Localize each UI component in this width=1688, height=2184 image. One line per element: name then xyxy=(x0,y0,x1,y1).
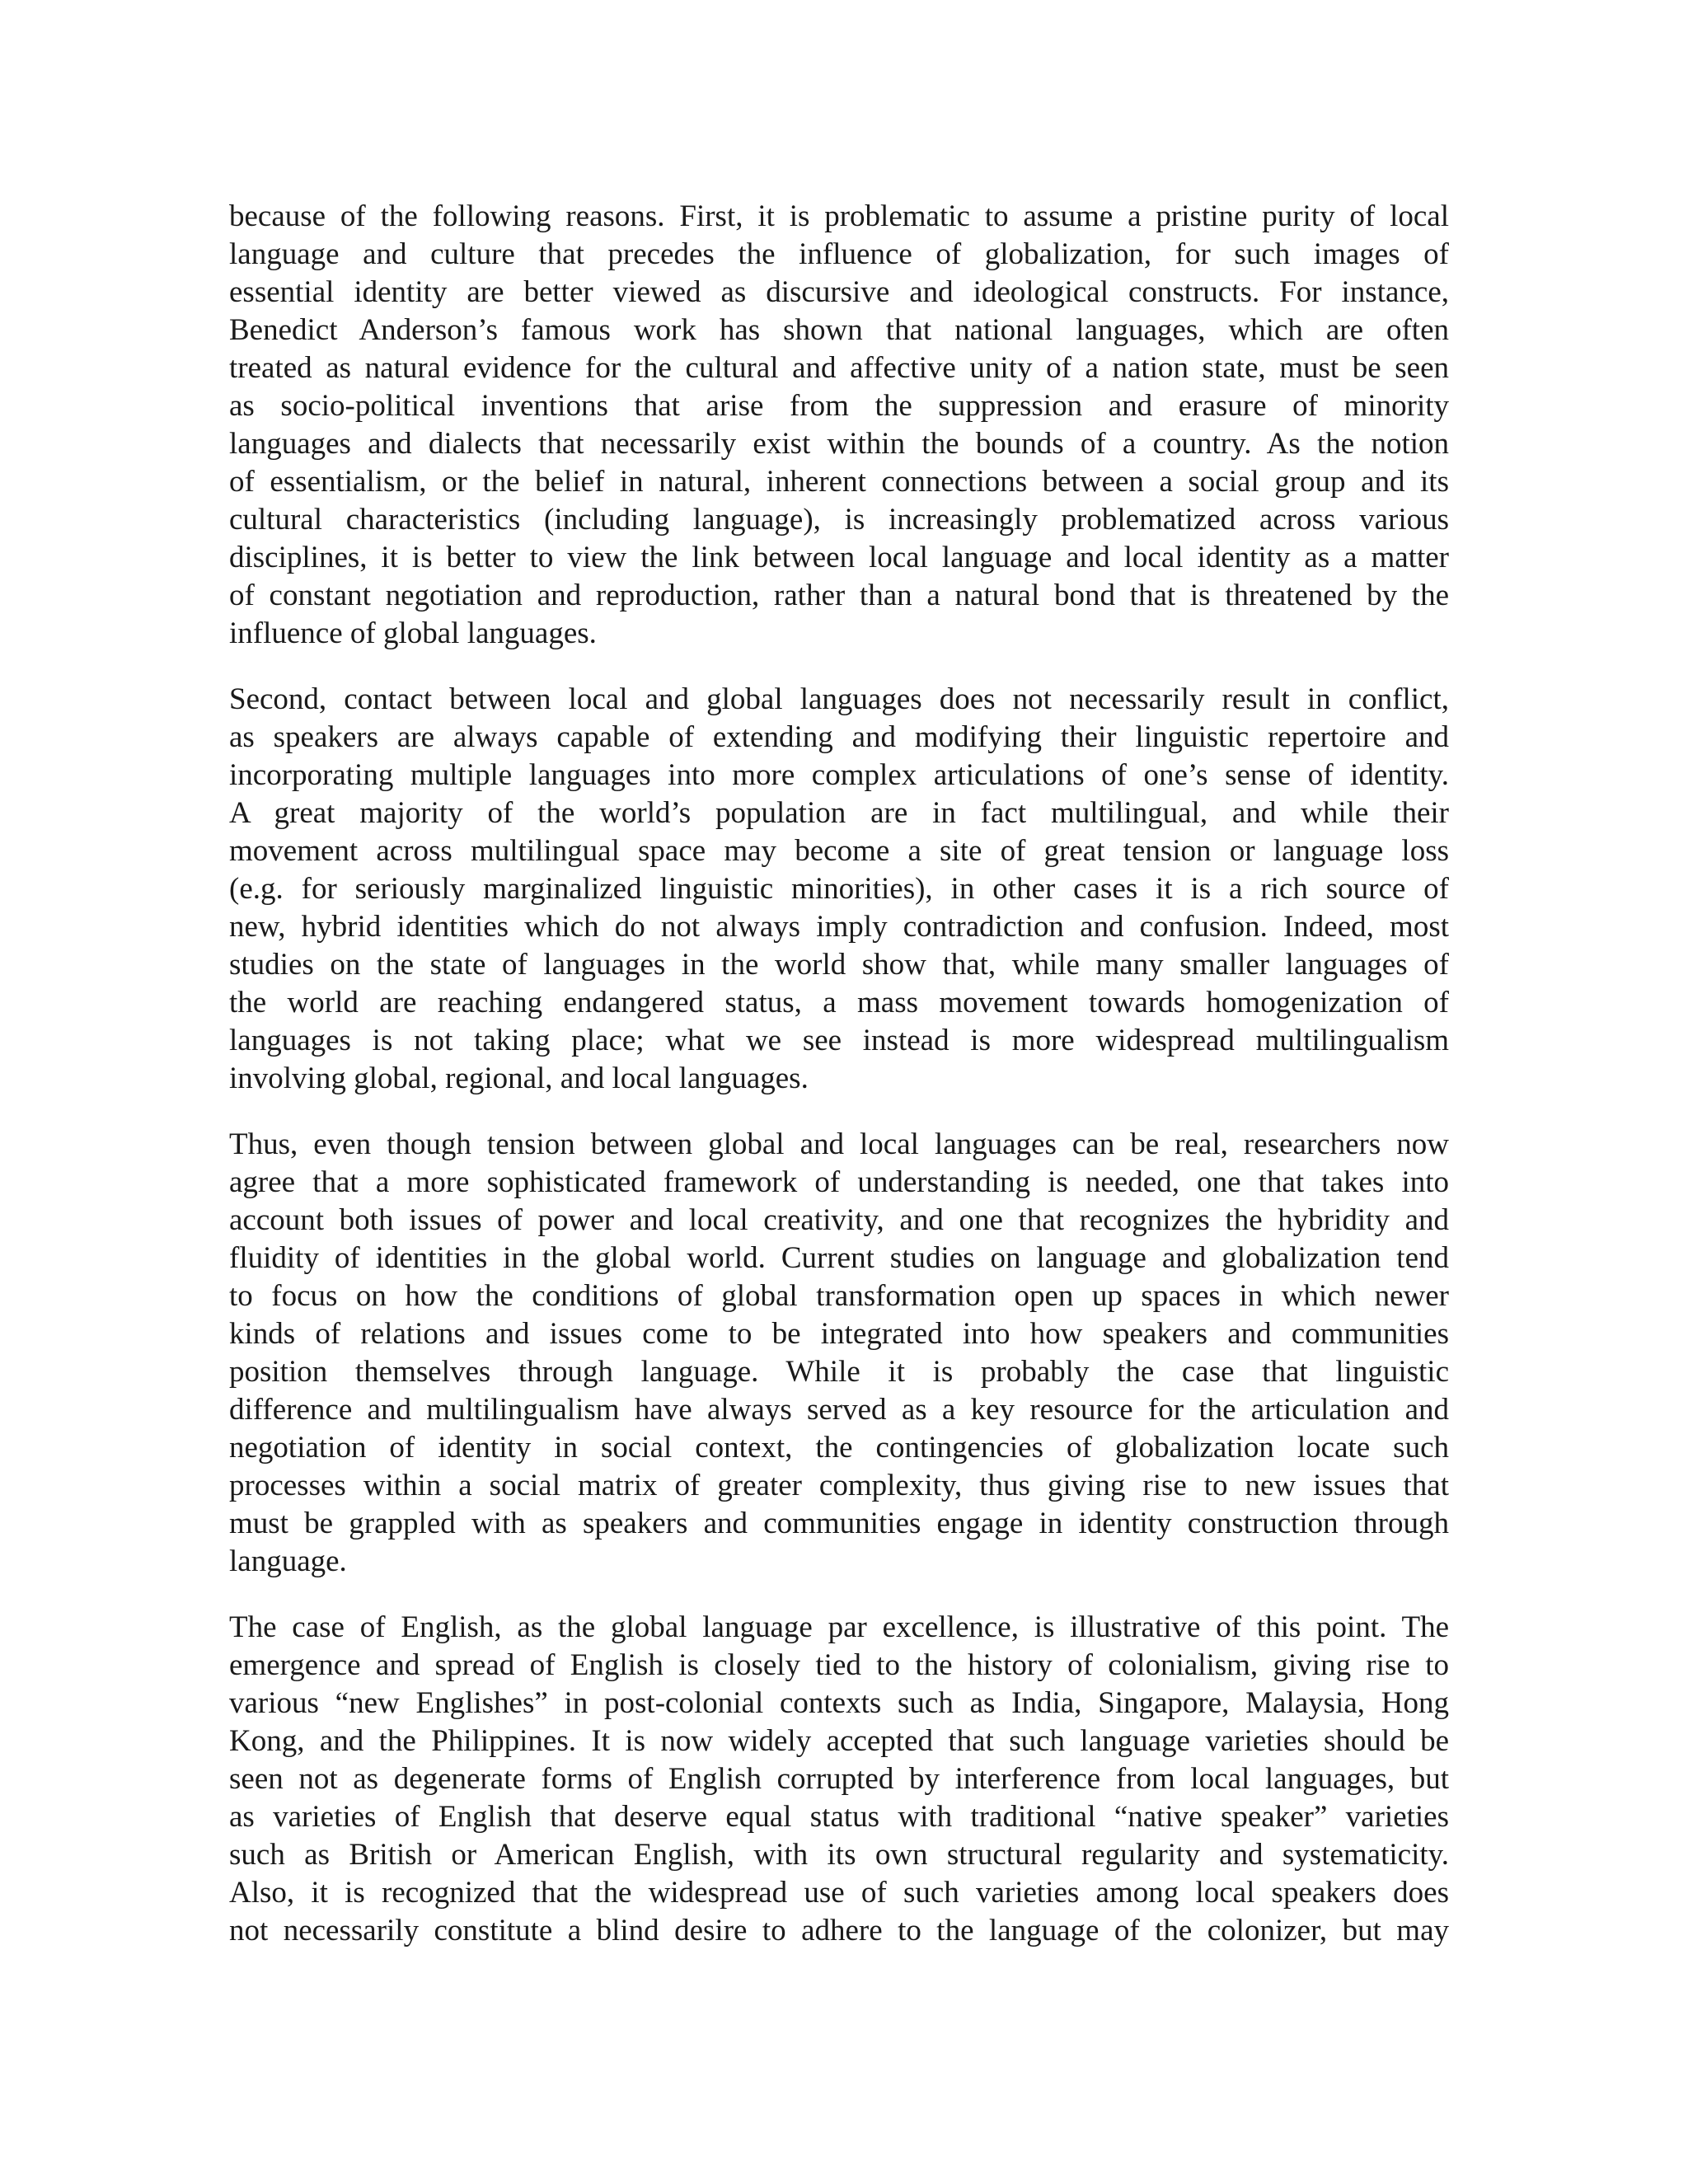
text-line: account both issues of power and local creativity, and one that recognizes the hybridity and xyxy=(229,1203,1449,1237)
text-line: agree that a more sophisticated framework of understanding is needed, one that takes into xyxy=(229,1165,1449,1199)
text-line: as varieties of English that deserve equal status with traditional “native speaker” varieties xyxy=(229,1800,1449,1834)
text-line: languages is not taking place; what we see instead is more widespread multilingualism xyxy=(229,1024,1449,1057)
text-line: of essentialism, or the belief in natural, inherent connections between a social group and its xyxy=(229,465,1449,499)
text-line: new, hybrid identities which do not always imply contradiction and confusion. Indeed, most xyxy=(229,910,1449,944)
text-line: negotiation of identity in social context, the contingencies of globalization locate such xyxy=(229,1431,1449,1465)
text-line: (e.g. for seriously marginalized linguistic minorities), in other cases it is a rich source of xyxy=(229,872,1449,906)
text-line: must be grappled with as speakers and communities engage in identity construction through xyxy=(229,1507,1449,1540)
paragraph-1 xyxy=(229,198,1449,653)
text-line: Thus, even though tension between global and local languages can be real, researchers now xyxy=(229,1127,1449,1161)
text-line: Second, contact between local and global languages does not necessarily result in conflict, xyxy=(229,682,1449,716)
text-line: incorporating multiple languages into more complex articulations of one’s sense of identity. xyxy=(229,758,1449,792)
text-line: the world are reaching endangered status, a mass movement towards homogenization of xyxy=(229,986,1449,1019)
text-line: The case of English, as the global language par excellence, is illustrative of this point. The xyxy=(229,1610,1449,1644)
paragraph-2 xyxy=(229,681,1449,1098)
text-line: studies on the state of languages in the world show that, while many smaller languages of xyxy=(229,948,1449,982)
text-line: not necessarily constitute a blind desire to adhere to the language of the colonizer, but may xyxy=(229,1914,1449,1947)
text-line: influence of global languages. xyxy=(229,616,597,650)
text-line: to focus on how the conditions of global transformation open up spaces in which newer xyxy=(229,1279,1449,1313)
text-line: Kong, and the Philippines. It is now widely accepted that such language varieties should be xyxy=(229,1724,1449,1758)
text-line: position themselves through language. While it is probably the case that linguistic xyxy=(229,1355,1449,1389)
paragraph-4 xyxy=(229,1609,1449,1950)
text-line: emergence and spread of English is closely tied to the history of colonialism, giving rise to xyxy=(229,1648,1449,1682)
text-line: languages and dialects that necessarily exist within the bounds of a country. As the notion xyxy=(229,427,1449,461)
text-line: such as British or American English, with its own structural regularity and systematicity. xyxy=(229,1838,1449,1872)
text-line: fluidity of identities in the global world. Current studies on language and globalization tend xyxy=(229,1241,1449,1275)
text-line: treated as natural evidence for the cultural and affective unity of a nation state, must be seen xyxy=(229,351,1449,385)
text-line: disciplines, it is better to view the link between local language and local identity as a matter xyxy=(229,541,1449,574)
text-line: various “new Englishes” in post-colonial contexts such as India, Singapore, Malaysia, Hong xyxy=(229,1686,1449,1720)
text-line: because of the following reasons. First, it is problematic to assume a pristine purity of local xyxy=(229,199,1449,233)
text-line: essential identity are better viewed as discursive and ideological constructs. For instance, xyxy=(229,275,1449,309)
text-line: kinds of relations and issues come to be integrated into how speakers and communities xyxy=(229,1317,1449,1351)
paragraph-3 xyxy=(229,1126,1449,1581)
text-line: movement across multilingual space may become a site of great tension or language loss xyxy=(229,834,1449,868)
text-line: Also, it is recognized that the widespread use of such varieties among local speakers does xyxy=(229,1876,1449,1910)
text-line: as speakers are always capable of extending and modifying their linguistic repertoire and xyxy=(229,720,1449,754)
text-line: language and culture that precedes the influence of globalization, for such images of xyxy=(229,237,1449,271)
text-line: language. xyxy=(229,1544,347,1578)
text-line: difference and multilingualism have always served as a key resource for the articulation and xyxy=(229,1393,1449,1427)
text-line: Benedict Anderson’s famous work has shown that national languages, which are often xyxy=(229,313,1449,347)
text-line: processes within a social matrix of greater complexity, thus giving rise to new issues that xyxy=(229,1469,1449,1502)
text-line: A great majority of the world’s population are in fact multilingual, and while their xyxy=(229,796,1449,830)
text-line: seen not as degenerate forms of English corrupted by interference from local languages, but xyxy=(229,1762,1449,1796)
text-line: as socio-political inventions that arise from the suppression and erasure of minority xyxy=(229,389,1449,423)
text-line: involving global, regional, and local languages. xyxy=(229,1062,809,1095)
text-line: of constant negotiation and reproduction, rather than a natural bond that is threatened by the xyxy=(229,579,1449,612)
text-line: cultural characteristics (including language), is increasingly problematized across various xyxy=(229,503,1449,537)
